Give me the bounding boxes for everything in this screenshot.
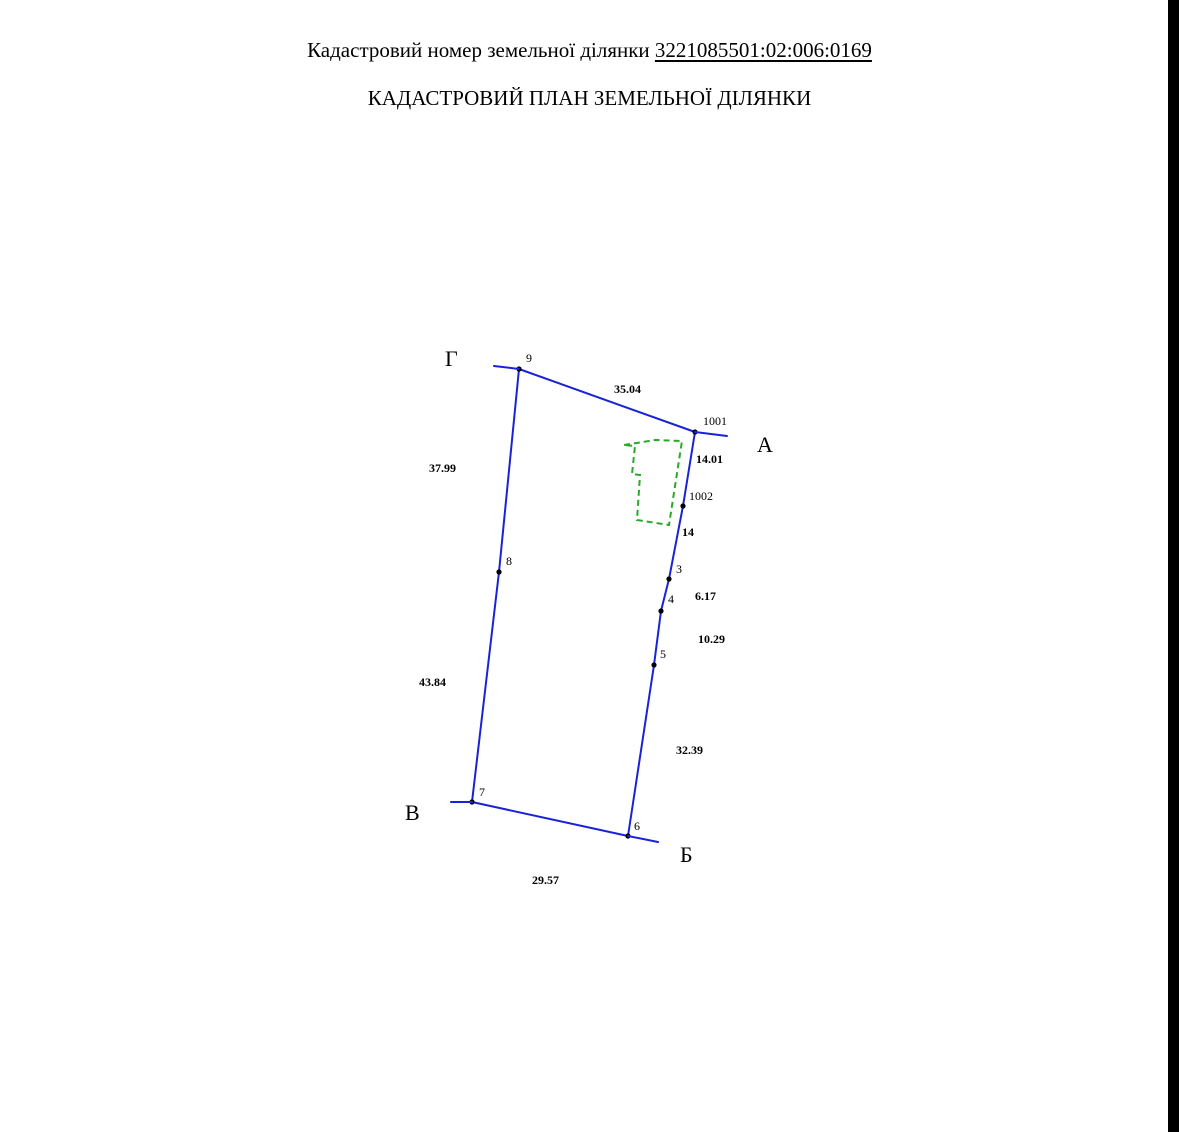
neighbor-label-A: А <box>757 432 773 457</box>
length-label-9-1001: 35.04 <box>614 382 641 396</box>
neighbor-label-B: Б <box>680 842 693 867</box>
vertex-1002 <box>680 503 685 508</box>
plan-title: КАДАСТРОВИЙ ПЛАН ЗЕМЕЛЬНОЇ ДІЛЯНКИ <box>367 86 812 110</box>
neighbor-tick-A <box>695 432 727 436</box>
boundary-segment-8-9 <box>499 369 519 572</box>
vertex-labels <box>479 351 727 833</box>
length-label-4-5: 10.29 <box>698 632 725 646</box>
boundary-lines <box>472 369 695 836</box>
vertex-label-4: 4 <box>668 592 674 606</box>
length-label-1002-3: 14 <box>682 525 694 539</box>
boundary-segment-7-8 <box>472 572 499 802</box>
vertex-label-1002: 1002 <box>689 489 713 503</box>
building-outline <box>624 440 682 525</box>
page-edge <box>1168 0 1179 1132</box>
vertex-label-9: 9 <box>526 351 532 365</box>
length-label-7-8: 43.84 <box>419 675 446 689</box>
length-label-1001-1002: 14.01 <box>696 452 723 466</box>
heading-prefix: Кадастровий номер земельної ділянки <box>307 38 650 62</box>
neighbor-tick-B <box>628 836 658 842</box>
boundary-segment-5-6 <box>628 665 654 836</box>
vertex-label-5: 5 <box>660 647 666 661</box>
neighbor-label-V: В <box>405 800 420 825</box>
cadastral-number: 3221085501:02:006:0169 <box>654 38 872 62</box>
neighbor-label-G: Г <box>445 346 458 371</box>
building-footprint <box>624 440 682 525</box>
boundary-segment-6-7 <box>472 802 628 836</box>
vertex-5 <box>651 662 656 667</box>
vertex-label-8: 8 <box>506 554 512 568</box>
neighbor-tick-G <box>494 366 519 369</box>
boundary-segment-9-1001 <box>519 369 695 432</box>
vertex-4 <box>658 608 663 613</box>
vertex-label-7: 7 <box>479 785 485 799</box>
vertex-label-3: 3 <box>676 562 682 576</box>
length-label-6-7: 29.57 <box>532 873 559 887</box>
vertex-label-1001: 1001 <box>703 414 727 428</box>
length-label-3-4: 6.17 <box>695 589 716 603</box>
vertex-label-6: 6 <box>634 819 640 833</box>
length-label-5-6: 32.39 <box>676 743 703 757</box>
length-label-8-9: 37.99 <box>429 461 456 475</box>
vertex-3 <box>666 576 671 581</box>
vertex-8 <box>496 569 501 574</box>
